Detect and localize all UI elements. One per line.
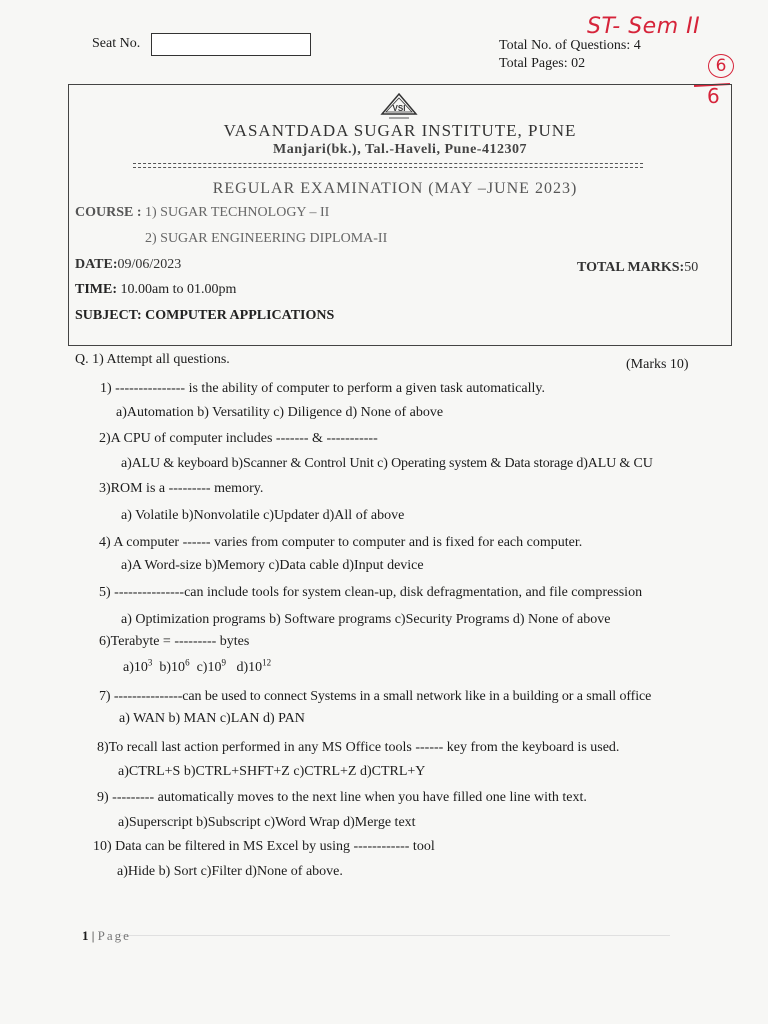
handwritten-code: ST- Sem II [587, 14, 701, 39]
exp-b: 6 [185, 657, 190, 668]
institute-name: VASANTDADA SUGAR INSTITUTE, PUNE [223, 121, 577, 140]
page-number: 1 [82, 928, 89, 943]
exp-a: 3 [147, 657, 153, 668]
course-line-1 [75, 205, 329, 221]
subject: SUBJECT: COMPUTER APPLICATIONS [75, 308, 335, 323]
question-10: 10) Data can be filtered in MS Excel by using ------------ tool [93, 839, 435, 854]
question-2: 2)A CPU of computer includes ------- & ----------- [99, 431, 378, 446]
page-label: Page [97, 928, 131, 943]
question-9: 9) --------- automatically moves to the next line when you have filled one line with text. [97, 790, 587, 805]
footer-rule [120, 935, 670, 936]
total-marks [577, 260, 698, 276]
question-4-options: a)A Word-size b)Memory c)Data cable d)Input device [121, 558, 424, 573]
total-pages: Total Pages: 02 [499, 56, 586, 71]
handwritten-number: 6 [707, 84, 720, 108]
page-footer [82, 928, 131, 944]
section-heading: Q. 1) Attempt all questions. [75, 352, 230, 367]
question-5: 5) ---------------can include tools for system clean-up, disk defragmentation, and file compression [99, 585, 643, 600]
question-9-options: a)Superscript b)Subscript c)Word Wrap d)Merge text [118, 815, 416, 830]
exam-time [75, 282, 236, 298]
question-5-options: a) Optimization programs b) Software programs c)Security Programs d) None of above [121, 612, 611, 627]
seat-number-label: Seat No. [92, 36, 141, 51]
question-1-options: a)Automation b) Versatility c) Diligence d) None of above [116, 405, 444, 420]
question-8-options: a)CTRL+S b)CTRL+SHFT+Z c)CTRL+Z d)CTRL+Y [118, 764, 426, 779]
question-4: 4) A computer ------ varies from computer to computer and is fixed for each computer. [99, 535, 583, 550]
exp-c: 9 [221, 657, 226, 668]
header-divider [133, 163, 643, 168]
question-1: 1) --------------- is the ability of computer to perform a given task automatically. [100, 381, 545, 396]
course-label: COURSE : [75, 205, 142, 220]
marks-value: 50 [684, 260, 699, 275]
question-6: 6)Terabyte = --------- bytes [99, 634, 250, 649]
question-8: 8)To recall last action performed in any MS Office tools ------ key from the keyboard is used. [97, 740, 620, 755]
time-label: TIME: [75, 282, 117, 297]
total-questions: Total No. of Questions: 4 [499, 38, 641, 53]
exam-date [75, 257, 181, 273]
seat-number-box [151, 33, 311, 56]
handwritten-circled-number: 6 [708, 54, 734, 78]
question-2-options: a)ALU & keyboard b)Scanner & Control Unit c) Operating system & Data storage d)ALU & CU [121, 456, 653, 471]
course-2: 2) SUGAR ENGINEERING DIPLOMA-II [145, 231, 388, 246]
section-marks: (Marks 10) [626, 357, 689, 372]
exam-title: REGULAR EXAMINATION (MAY –JUNE 2023) [212, 180, 578, 197]
question-3: 3)ROM is a --------- memory. [99, 481, 264, 496]
time-value: 10.00am to 01.00pm [120, 282, 237, 297]
marks-label: TOTAL MARKS: [577, 260, 685, 275]
course-1: 1) SUGAR TECHNOLOGY – II [145, 205, 330, 220]
page-sep: | [88, 928, 98, 943]
exp-d: 12 [262, 657, 272, 668]
institute-logo [379, 92, 419, 122]
logo-text: VSI [392, 104, 406, 113]
date-value: 09/06/2023 [117, 257, 182, 272]
date-label: DATE: [75, 257, 118, 272]
question-3-options: a) Volatile b)Nonvolatile c)Updater d)All of above [121, 508, 405, 523]
question-7: 7) ---------------can be used to connect Systems in a small network like in a building or a small office [99, 689, 652, 704]
question-10-options: a)Hide b) Sort c)Filter d)None of above. [117, 864, 343, 879]
question-6-options: $a)10^3$ $b)10^6$ $c)10^9$ $d)10^{12}$ [123, 657, 272, 675]
institute-address: Manjari(bk.), Tal.-Haveli, Pune-412307 [273, 142, 527, 157]
question-7-options: a) WAN b) MAN c)LAN d) PAN [119, 711, 305, 726]
